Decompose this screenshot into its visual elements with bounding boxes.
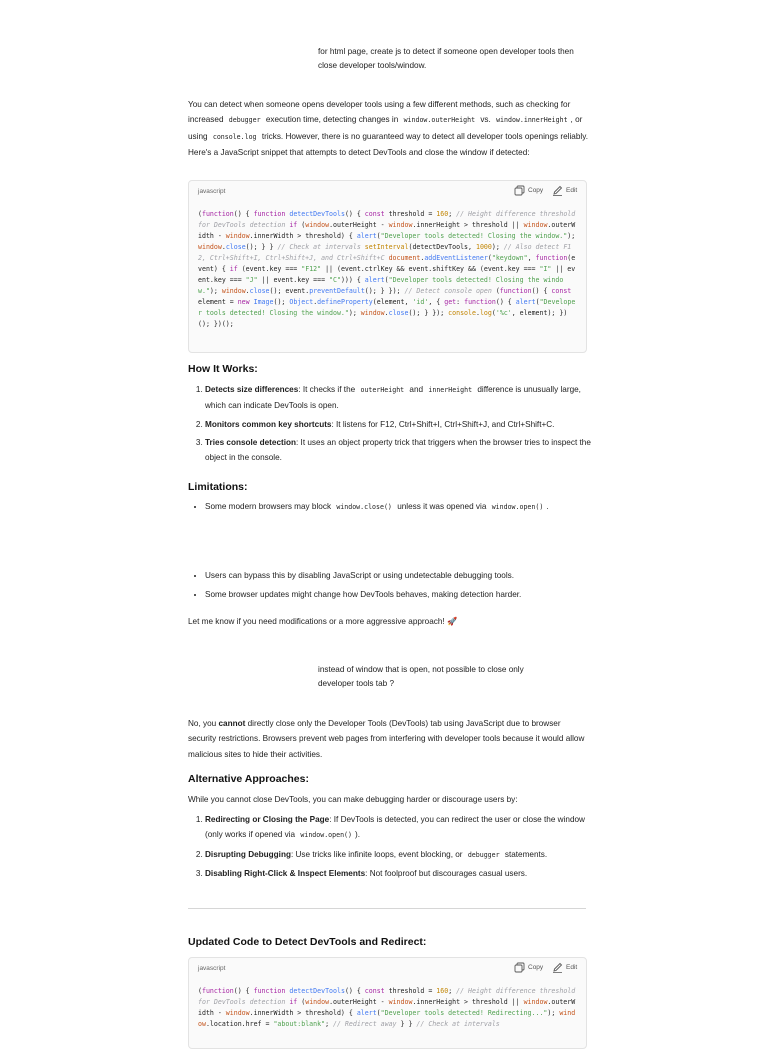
code-block xyxy=(188,957,587,1049)
assistant-intro-paragraph: You can detect when someone opens developer tools using a few different methods, such as checking for increased debugger execution time, detecting changes in window.outerHeight vs. window.innerHeight , or using console.log tricks. However, there is no guaranteed way to detect all developer tools openings reliably. Here's a JavaScript snippet that attempts to detect DevTools and close the window if detected: xyxy=(188,100,588,157)
code-content: (function() { function detectDevTools() { const threshold = 160; // Height difference threshold for DevTools detection if (window.outerHeight - window.innerHeight > threshold || window.outerWidth - window.innerWidth > threshold) { alert("Developer tools detected! Closing the window."); window.close(); } } // Check at intervals setInterval(detectDevTools, 1000); // Also detect F12, Ctrl+Shift+I, Ctrl+Shift+J, and Ctrl+Shift+C document.addEventListener("keydown", function(event) { if (event.key === "F12" || (event.ctrlKey && event.shiftKey && (event.key === "I" || event.key === "J" || event.key === "C"))) { alert("Developer tools detected! Closing the window."); window.close(); event.preventDefault(); } }); // Detect console open (function() { const element = new Image(); Object.defineProperty(element, 'id', { get: function() { alert("Developer tools detected! Closing the window."); window.close(); } }); console.log('%c', element); })(); })(); xyxy=(198,210,576,328)
list-item: 3. Disabling Right-Click & Inspect Elements: Not foolproof but discourages casual users. xyxy=(205,866,601,881)
divider xyxy=(188,908,586,909)
section-heading: How It Works: xyxy=(188,363,258,375)
list-item: 2. Monitors common key shortcuts: It listens for F12, Ctrl+Shift+I, Ctrl+Shift+J, and Ctrl+Shift+C. xyxy=(205,417,601,432)
inline-code: debugger xyxy=(228,116,261,125)
user-message: instead of window that is open, not possible to close only developer tools tab ? xyxy=(318,665,524,688)
copy-button[interactable]: Copy xyxy=(514,962,543,973)
copy-icon xyxy=(514,185,525,196)
inline-code: window.outerHeight xyxy=(403,116,476,125)
list-item: • Some browser updates might change how DevTools behaves, making detection harder. xyxy=(205,587,601,602)
alternatives-intro: While you cannot close DevTools, you can make debugging harder or discourage users by: xyxy=(188,795,518,804)
section-heading: Limitations: xyxy=(188,481,248,493)
edit-button[interactable]: Edit xyxy=(552,962,577,973)
copy-icon xyxy=(514,962,525,973)
list-item: • Some modern browsers may block window.close() unless it was opened via window.open() . xyxy=(205,499,601,515)
list-item: 1. Detects size differences: It checks if the outerHeight and innerHeight difference is unusually large, which can indicate DevTools is open. xyxy=(205,382,601,414)
inline-code: console.log xyxy=(212,132,257,141)
user-message: for html page, create js to detect if someone open developer tools then close developer tools/window. xyxy=(318,47,574,70)
list-item: 3. Tries console detection: It uses an object property trick that triggers when the browser tries to inspect the object in the console. xyxy=(205,435,601,466)
alternatives-list xyxy=(188,812,601,881)
list-item: • Users can bypass this by disabling JavaScript or using undetectable debugging tools. xyxy=(205,568,601,583)
section-heading: Alternative Approaches: xyxy=(188,773,309,785)
code-content: (function() { function detectDevTools() { const threshold = 160; // Height difference threshold for DevTools detection if (window.outerHeight - window.innerHeight > threshold || window.outerWidth - window.innerWidth > threshold) { alert("Developer tools detected! Redirecting..."); window.location.href = "about:blank"; // Redirect away } } // Check at intervals xyxy=(198,987,576,1028)
limitations-list xyxy=(188,499,601,515)
edit-button[interactable]: Edit xyxy=(552,185,577,196)
copy-button[interactable]: Copy xyxy=(514,185,543,196)
list-item: 2. Disrupting Debugging: Use tricks like infinite loops, event blocking, or debugger statements. xyxy=(205,847,601,863)
code-block-header xyxy=(189,181,586,201)
section-heading: Updated Code to Detect DevTools and Redirect: xyxy=(188,936,427,948)
assistant-reply-paragraph: No, you cannot directly close only the Developer Tools (DevTools) tab using JavaScript due to browser security restrictions. Browsers prevent web pages from interfering with developer tools because it would allow malicious sites to hide their activities. xyxy=(188,719,585,759)
code-block xyxy=(188,180,587,353)
code-language-label: javascript xyxy=(198,188,226,195)
edit-icon xyxy=(552,962,563,973)
edit-icon xyxy=(552,185,563,196)
inline-code: window.innerHeight xyxy=(496,116,568,125)
list-item: 1. Redirecting or Closing the Page: If DevTools is detected, you can redirect the user or close the window (only works if opened via window.open() ). xyxy=(205,812,601,844)
how-it-works-list xyxy=(188,382,601,465)
code-block-header xyxy=(189,958,586,978)
code-language-label: javascript xyxy=(198,965,226,972)
assistant-outro: Let me know if you need modifications or a more aggressive approach! 🚀 xyxy=(188,617,458,626)
limitations-list-continued xyxy=(188,568,601,603)
